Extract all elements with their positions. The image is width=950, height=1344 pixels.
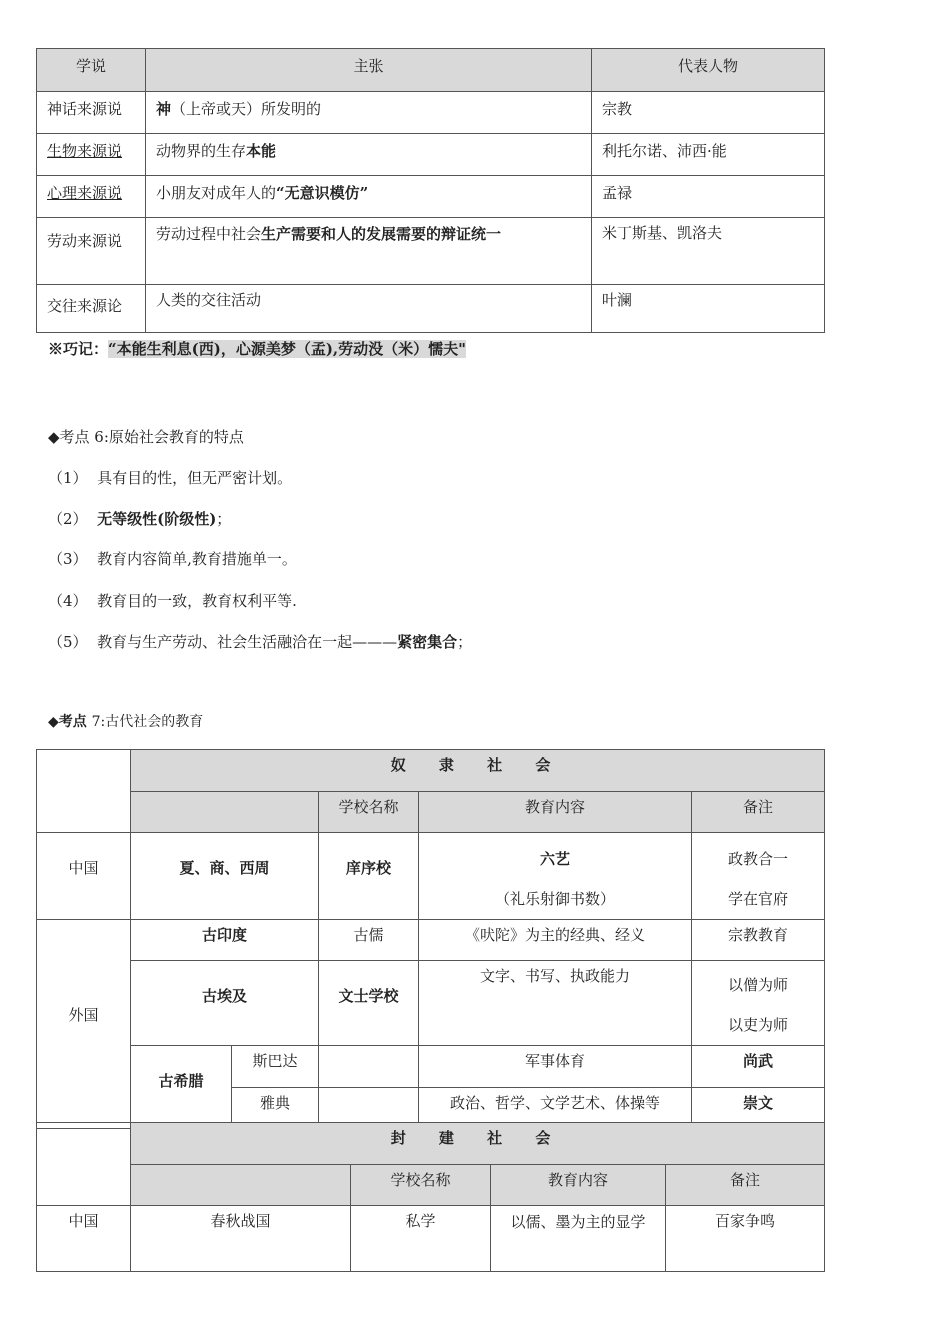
table-header-row: [37, 1165, 825, 1206]
header-school: 学校名称: [319, 792, 419, 833]
note-cell: 百家争鸣: [666, 1206, 825, 1272]
slave-society-table: [36, 749, 825, 1129]
content-cell: 六艺 （礼乐射御书数）: [419, 833, 692, 920]
table-header-row: [37, 49, 825, 92]
region-cell: 外国: [37, 920, 131, 1129]
region-cell: 中国: [37, 833, 131, 920]
content-cell: 《吠陀》为主的经典、经义: [419, 920, 692, 961]
kp7-title: ◆考点 7:古代社会的教育: [48, 714, 204, 730]
table-row: [37, 285, 825, 333]
header-claim: 主张: [146, 49, 592, 92]
theory-representative: 米丁斯基、凯洛夫: [592, 218, 825, 285]
list-item: （4） 教育目的一致，教育权利平等.: [48, 592, 297, 610]
section-title-row: [37, 1123, 825, 1165]
era-cell: 古印度: [131, 920, 319, 961]
header-school: 学校名称: [351, 1165, 491, 1206]
feudal-society-table: [36, 1122, 825, 1272]
table-row: [37, 833, 825, 920]
note-cell: 宗教教育: [692, 920, 825, 961]
city-cell: 雅典: [232, 1088, 319, 1129]
region-cell: 中国: [37, 1206, 131, 1272]
header-note: 备注: [692, 792, 825, 833]
content-cell: 以儒、墨为主的显学: [491, 1206, 666, 1272]
header-content: 教育内容: [419, 792, 692, 833]
education-origin-table: [36, 48, 825, 333]
theory-representative: 利托尔诺、沛西·能: [592, 134, 825, 176]
table-row: [37, 92, 825, 134]
school-cell: 私学: [351, 1206, 491, 1272]
theory-name: 劳动来源说: [37, 218, 146, 285]
table-row: [37, 1206, 825, 1272]
content-cell: 军事体育: [419, 1046, 692, 1088]
table-row: [37, 961, 825, 1046]
era-cell: 古希腊: [131, 1046, 232, 1129]
theory-name: 生物来源说: [37, 134, 146, 176]
content-cell: 政治、哲学、文学艺术、体操等: [419, 1088, 692, 1129]
theory-representative: 孟禄: [592, 176, 825, 218]
theory-claim: 小朋友对成年人的“无意识模仿”: [146, 176, 592, 218]
table-row: [37, 1046, 825, 1088]
theory-claim: 神（上帝或天）所发明的: [146, 92, 592, 134]
theory-representative: 宗教: [592, 92, 825, 134]
school-cell: 古儒: [319, 920, 419, 961]
note-cell: 以僧为师 以吏为师: [692, 961, 825, 1046]
school-cell: 文士学校: [319, 961, 419, 1046]
note-cell: 尚武: [692, 1046, 825, 1088]
list-item: （3） 教育内容简单,教育措施单一。: [48, 550, 297, 568]
note-cell: 政教合一 学在官府: [692, 833, 825, 920]
theory-representative: 叶澜: [592, 285, 825, 333]
era-cell: 夏、商、西周: [131, 833, 319, 920]
theory-claim: 动物界的生存本能: [146, 134, 592, 176]
section-title: 封 建 社 会: [131, 1123, 825, 1165]
table-row: [37, 176, 825, 218]
era-cell: 古埃及: [131, 961, 319, 1046]
list-item: （5） 教育与生产劳动、社会生活融洽在一起———紧密集合；: [48, 633, 473, 651]
list-item: （2） 无等级性(阶级性)；: [48, 510, 232, 528]
list-item: （1） 具有目的性，但无严密计划。: [48, 469, 293, 487]
theory-name: 心理来源说: [37, 176, 146, 218]
era-cell: 春秋战国: [131, 1206, 351, 1272]
header-representative: 代表人物: [592, 49, 825, 92]
table-row: [37, 134, 825, 176]
theory-claim: 劳动过程中社会生产需要和人的发展需要的辩证统一: [146, 218, 592, 285]
header-content: 教育内容: [491, 1165, 666, 1206]
header-note: 备注: [666, 1165, 825, 1206]
content-cell: 文字、书写、执政能力: [419, 961, 692, 1046]
theory-claim: 人类的交往活动: [146, 285, 592, 333]
note-cell: 崇文: [692, 1088, 825, 1129]
table-row: [37, 218, 825, 285]
kp6-title: ◆考点 6:原始社会教育的特点: [48, 428, 244, 446]
section-title-row: [37, 750, 825, 792]
section-title: 奴 隶 社 会: [131, 750, 825, 792]
city-cell: 斯巴达: [232, 1046, 319, 1088]
school-cell: 庠序校: [319, 833, 419, 920]
table-header-row: [37, 792, 825, 833]
theory-name: 交往来源论: [37, 285, 146, 333]
table-row: [37, 920, 825, 961]
theory-name: 神话来源说: [37, 92, 146, 134]
mnemonic-tip: ※巧记：“本能生利息(西)，心源美梦（孟),劳动没（米）懦夫": [48, 340, 466, 358]
header-theory: 学说: [37, 49, 146, 92]
